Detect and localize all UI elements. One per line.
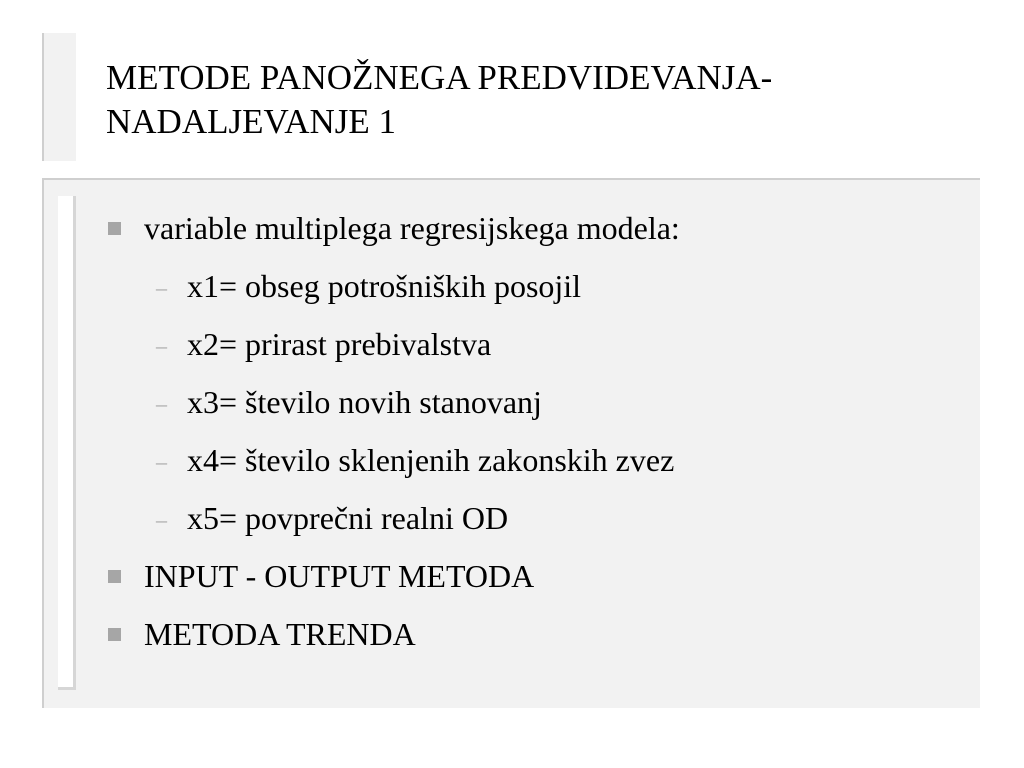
- bullet-list: [106, 205, 966, 669]
- slide-title-line-1: METODE PANOŽNEGA PREDVIDEVANJA-: [106, 58, 773, 97]
- title-accent-bar: [42, 33, 76, 161]
- square-bullet-icon: [108, 222, 121, 235]
- bullet-text: variable multiplega regresijskega modela:: [144, 210, 680, 246]
- dash-bullet-icon: –: [156, 391, 167, 416]
- sub-bullet-item-x5: [106, 495, 966, 553]
- sub-bullet-item-x1: [106, 263, 966, 321]
- content-bracket-decoration: [58, 196, 76, 690]
- dash-bullet-icon: –: [156, 333, 167, 358]
- sub-bullet-item-x3: [106, 379, 966, 437]
- bullet-item-variables: [106, 205, 966, 263]
- sub-bullet-text: x5= povprečni realni OD: [187, 500, 509, 536]
- sub-bullet-item-x2: [106, 321, 966, 379]
- bullet-item-trend: [106, 611, 966, 669]
- dash-bullet-icon: –: [156, 275, 167, 300]
- dash-bullet-icon: –: [156, 449, 167, 474]
- sub-bullet-text: x4= število sklenjenih zakonskih zvez: [187, 442, 675, 478]
- bullet-item-input-output: [106, 553, 966, 611]
- sub-bullet-text: x2= prirast prebivalstva: [187, 326, 492, 362]
- bullet-text: INPUT - OUTPUT METODA: [144, 558, 535, 594]
- slide-title-line-2: NADALJEVANJE 1: [106, 102, 397, 141]
- slide-title: [106, 56, 966, 144]
- square-bullet-icon: [108, 628, 121, 641]
- sub-bullet-text: x3= število novih stanovanj: [187, 384, 542, 420]
- sub-bullet-text: x1= obseg potrošniških posojil: [187, 268, 582, 304]
- dash-bullet-icon: –: [156, 507, 167, 532]
- bullet-text: METODA TRENDA: [144, 616, 416, 652]
- sub-bullet-item-x4: [106, 437, 966, 495]
- square-bullet-icon: [108, 570, 121, 583]
